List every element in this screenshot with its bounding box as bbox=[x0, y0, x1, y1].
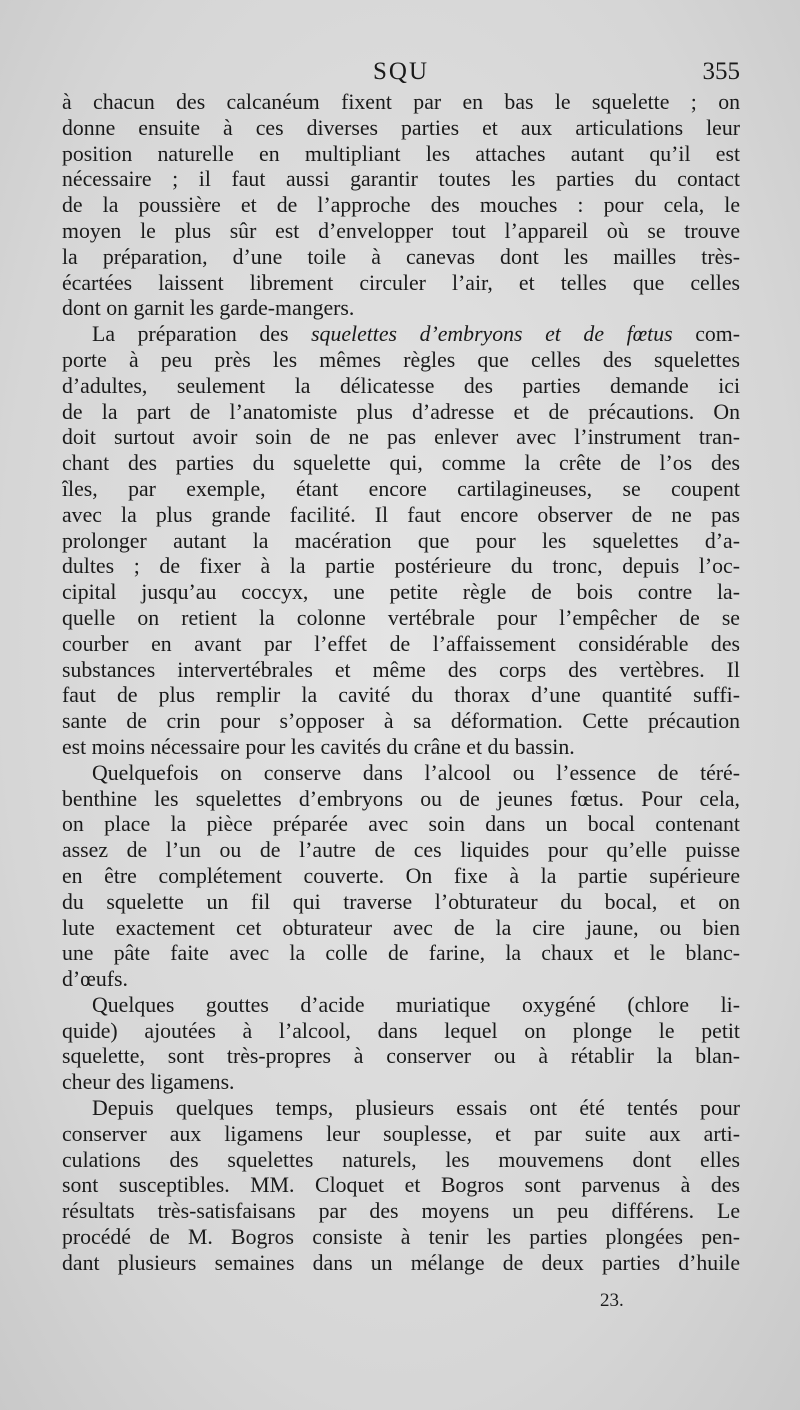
text-line: Depuis quelques temps, plusieurs essais ont été tentés pour bbox=[92, 1096, 740, 1121]
text-line: sante de crin pour s’opposer à sa déformation. Cette précaution bbox=[62, 709, 740, 734]
paragraph bbox=[62, 993, 740, 1096]
text-line: position naturelle en multipliant les attaches autant qu’il est bbox=[62, 141, 740, 166]
text-line: une pâte faite avec la colle de farine, la chaux et le blanc- bbox=[62, 941, 740, 966]
italic-term: squelettes d’embryons et de fœtus bbox=[311, 322, 673, 347]
text-line: du squelette un fil qui traverse l’obturateur du bocal, et on bbox=[62, 889, 740, 914]
paragraph bbox=[62, 1096, 740, 1277]
text-line: à chacun des calcanéum fixent par en bas le squelette ; on bbox=[62, 90, 740, 114]
text-line: en être complétement couverte. On fixe à la partie supérieure bbox=[62, 863, 740, 888]
text-line: assez de l’un ou de l’autre de ces liquides pour qu’elle puisse bbox=[62, 838, 740, 863]
text-line: courber en avant par l’effet de l’affaissement considérable des bbox=[62, 631, 740, 656]
page-number: 355 bbox=[702, 58, 740, 85]
text-line: conserver aux ligamens leur souplesse, et par suite aux arti- bbox=[62, 1121, 740, 1146]
paragraph bbox=[62, 90, 740, 322]
text-line: donne ensuite à ces diverses parties et aux articulations leur bbox=[62, 115, 740, 140]
text-line: de la poussière et de l’approche des mouches : pour cela, le bbox=[62, 193, 740, 218]
paragraph bbox=[62, 761, 740, 993]
text-line: résultats très-satisfaisans par des moyens un peu différens. Le bbox=[62, 1199, 740, 1224]
text-line: quelle on retient la colonne vertébrale pour l’empêcher de se bbox=[62, 605, 740, 630]
text-line: dont on garnit les garde-mangers. bbox=[62, 296, 355, 321]
text-line: la préparation, d’une toile à canevas dont les mailles très- bbox=[62, 244, 740, 269]
signature-mark: 23. bbox=[600, 1290, 624, 1311]
text-line: benthine les squelettes d’embryons ou de jeunes fœtus. Pour cela, bbox=[62, 786, 740, 811]
running-head: SQU bbox=[372, 58, 429, 85]
text-line: d’adultes, seulement la délicatesse des parties demande ici bbox=[62, 373, 740, 398]
text-line: avec la plus grande facilité. Il faut encore observer de ne pas bbox=[62, 502, 740, 527]
text-line: chant des parties du squelette qui, comme la crête de l’os des bbox=[62, 451, 740, 476]
text-line: quide) ajoutées à l’alcool, dans lequel on plonge le petit bbox=[62, 1018, 740, 1043]
text-line: cipital jusqu’au coccyx, une petite règle de bois contre la- bbox=[62, 580, 740, 605]
body-text bbox=[62, 90, 740, 1277]
text-line: porte à peu près les mêmes règles que celles des squelettes bbox=[62, 347, 740, 372]
text-fragment: La préparation des bbox=[92, 322, 312, 347]
text-line: dant plusieurs semaines dans un mélange de deux parties d’huile bbox=[62, 1250, 740, 1275]
page-header bbox=[62, 58, 740, 92]
text-line: prolonger autant la macération que pour les squelettes d’a- bbox=[62, 528, 740, 553]
text-line: doit surtout avoir soin de ne pas enlever avec l’instrument tran- bbox=[62, 425, 740, 450]
text-line: substances intervertébrales et même des corps des vertèbres. Il bbox=[62, 657, 740, 682]
text-line: squelette, sont très-propres à conserver ou à rétablir la blan- bbox=[62, 1044, 740, 1069]
text-line: sont susceptibles. MM. Cloquet et Bogros sont parvenus à des bbox=[62, 1173, 740, 1198]
text-line: faut de plus remplir la cavité du thorax d’une quantité suffi- bbox=[62, 683, 740, 708]
text-line: procédé de M. Bogros consiste à tenir les parties plongées pen- bbox=[62, 1225, 740, 1250]
text-line: îles, par exemple, étant encore cartilagineuses, se coupent bbox=[62, 476, 740, 501]
text-line: écartées laissent librement circuler l’air, et telles que celles bbox=[62, 270, 740, 295]
text-line: est moins nécessaire pour les cavités du crâne et du bassin. bbox=[62, 734, 575, 759]
text-line: moyen le plus sûr est d’envelopper tout l’appareil où se trouve bbox=[62, 218, 740, 243]
text-fragment: com- bbox=[672, 322, 740, 347]
paragraph bbox=[62, 322, 740, 761]
text-line: de la part de l’anatomiste plus d’adresse et de précautions. On bbox=[62, 399, 740, 424]
text-line: cheur des ligamens. bbox=[62, 1070, 235, 1095]
text-line bbox=[62, 322, 740, 348]
text-line: lute exactement cet obturateur avec de la cire jaune, ou bien bbox=[62, 915, 740, 940]
text-line: Quelques gouttes d’acide muriatique oxygéné (chlore li- bbox=[92, 992, 740, 1017]
text-line: d’œufs. bbox=[62, 967, 128, 992]
text-line: nécessaire ; il faut aussi garantir toutes les parties du contact bbox=[62, 167, 740, 192]
text-line: Quelquefois on conserve dans l’alcool ou l’essence de téré- bbox=[92, 760, 740, 785]
text-line: dultes ; de fixer à la partie postérieure du tronc, depuis l’oc- bbox=[62, 554, 740, 579]
text-line: culations des squelettes naturels, les mouvemens dont elles bbox=[62, 1147, 740, 1172]
text-line: on place la pièce préparée avec soin dans un bocal contenant bbox=[62, 812, 740, 837]
